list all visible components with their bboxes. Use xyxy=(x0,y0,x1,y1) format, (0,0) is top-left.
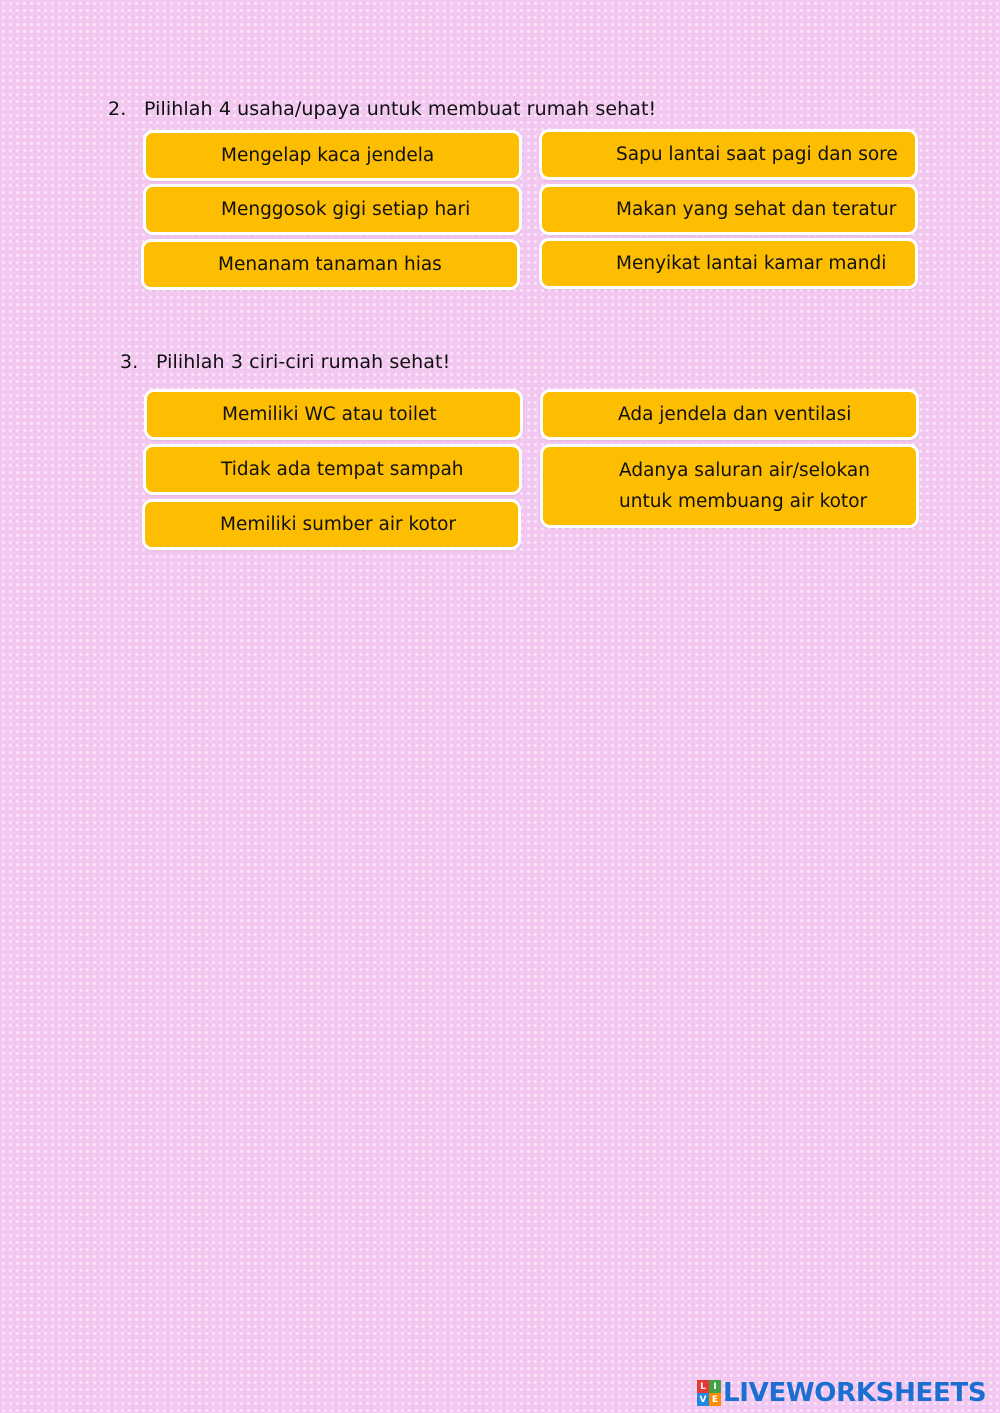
answer-option[interactable] xyxy=(539,238,918,289)
answer-option-label: Makan yang sehat dan teratur xyxy=(616,199,897,220)
answer-option-label: Memiliki sumber air kotor xyxy=(220,514,457,535)
logo-letter: I xyxy=(709,1380,721,1393)
answer-option-label: Menanam tanaman hias xyxy=(218,254,442,275)
logo-letter: E xyxy=(709,1393,721,1406)
answer-option[interactable] xyxy=(539,129,918,180)
answer-option[interactable] xyxy=(540,389,919,440)
answer-option[interactable] xyxy=(540,444,919,528)
logo-letter: L xyxy=(697,1380,709,1393)
answer-option[interactable] xyxy=(142,499,521,550)
answer-option[interactable] xyxy=(143,130,522,181)
answer-option-label: Tidak ada tempat sampah xyxy=(221,459,464,480)
question-2-prompt xyxy=(108,98,656,120)
logo-mark-icon xyxy=(697,1380,721,1406)
answer-option[interactable] xyxy=(144,389,523,440)
answer-option[interactable] xyxy=(143,444,522,495)
answer-option-label: Menggosok gigi setiap hari xyxy=(221,199,471,220)
answer-option[interactable] xyxy=(141,239,520,290)
logo-text: LIVEWORKSHEETS xyxy=(723,1378,987,1408)
answer-option-label: Menyikat lantai kamar mandi xyxy=(616,253,887,274)
question-text: Pilihlah 4 usaha/upaya untuk membuat rumah sehat! xyxy=(144,98,657,120)
answer-option[interactable] xyxy=(539,184,918,235)
logo-letter: V xyxy=(697,1393,709,1406)
question-number: 3. xyxy=(120,351,139,373)
answer-option-label: Ada jendela dan ventilasi xyxy=(618,404,852,425)
answer-option-label: Mengelap kaca jendela xyxy=(221,145,435,166)
question-number: 2. xyxy=(108,98,127,120)
question-3-prompt xyxy=(120,351,450,373)
answer-option-label: Adanya saluran air/selokan untuk membuang air kotor xyxy=(619,460,870,512)
answer-option-label: Memiliki WC atau toilet xyxy=(222,404,437,425)
answer-option-label: Sapu lantai saat pagi dan sore xyxy=(616,144,898,165)
answer-option[interactable] xyxy=(143,184,522,235)
liveworksheets-logo xyxy=(697,1378,986,1408)
question-text: Pilihlah 3 ciri-ciri rumah sehat! xyxy=(156,351,451,373)
